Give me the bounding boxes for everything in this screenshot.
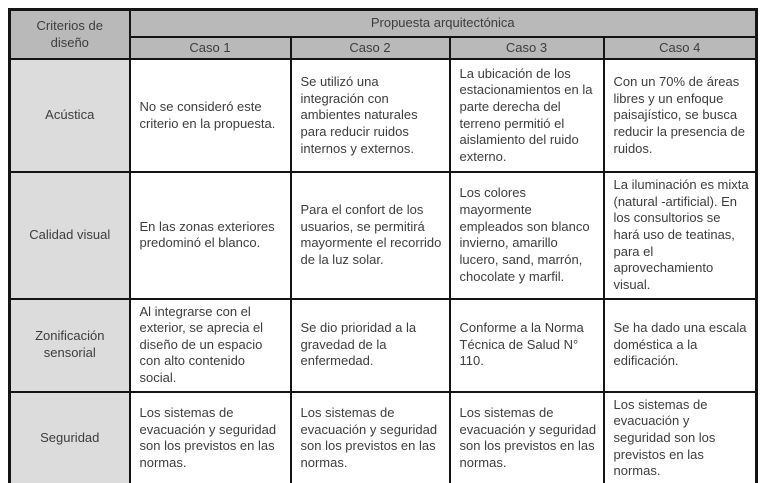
case-cell: Los sistemas de evacuación y seguridad son los previstos en las normas. xyxy=(291,392,450,483)
case-cell: Los sistemas de evacuación y seguridad son los previstos en las normas. xyxy=(450,392,604,483)
criteria-column-header: Criterios de diseño xyxy=(10,10,130,60)
header-group-row xyxy=(10,10,757,37)
table-row xyxy=(10,172,757,298)
criterion-label: Acústica xyxy=(10,59,130,172)
table-row xyxy=(10,392,757,483)
case-cell: Los colores mayormente empleados son blanco invierno, amarillo lucero, sand, marrón, chocolate y marfil. xyxy=(450,172,604,298)
case-cell: Se utilizó una integración con ambientes naturales para reducir ruidos internos y externos. xyxy=(291,59,450,172)
case-cell: Los sistemas de evacuación y seguridad son los previstos en las normas. xyxy=(604,392,757,483)
table-row xyxy=(10,299,757,392)
criterion-label: Calidad visual xyxy=(10,172,130,298)
case-4-header: Caso 4 xyxy=(604,37,757,60)
case-cell: Al integrarse con el exterior, se aprecia el diseño de un espacio con alto contenido social. xyxy=(130,299,291,392)
table-row xyxy=(10,59,757,172)
case-cell: Se dio prioridad a la gravedad de la enfermedad. xyxy=(291,299,450,392)
case-cell: Con un 70% de áreas libres y un enfoque paisajístico, se busca reducir la presencia de ruidos. xyxy=(604,59,757,172)
case-cell: No se consideró este criterio en la propuesta. xyxy=(130,59,291,172)
table-body xyxy=(10,59,757,483)
case-cell: La iluminación es mixta (natural -artificial). En los consultorios se hará uso de teatinas, para el aprovechamiento visual. xyxy=(604,172,757,298)
case-cell: La ubicación de los estacionamientos en la parte derecha del terreno permitió el aislamiento del ruido externo. xyxy=(450,59,604,172)
criterion-label: Zonificación sensorial xyxy=(10,299,130,392)
case-2-header: Caso 2 xyxy=(291,37,450,60)
case-cell: Conforme a la Norma Técnica de Salud N° 110. xyxy=(450,299,604,392)
table-header xyxy=(10,10,757,60)
case-cell: Los sistemas de evacuación y seguridad son los previstos en las normas. xyxy=(130,392,291,483)
case-cell: Para el confort de los usuarios, se permitirá mayormente el recorrido de la luz solar. xyxy=(291,172,450,298)
case-cell: Se ha dado una escala doméstica a la edificación. xyxy=(604,299,757,392)
case-cell: En las zonas exteriores predominó el blanco. xyxy=(130,172,291,298)
case-1-header: Caso 1 xyxy=(130,37,291,60)
case-3-header: Caso 3 xyxy=(450,37,604,60)
design-criteria-table xyxy=(8,8,758,483)
group-column-header: Propuesta arquitectónica xyxy=(130,10,757,37)
criterion-label: Seguridad xyxy=(10,392,130,483)
